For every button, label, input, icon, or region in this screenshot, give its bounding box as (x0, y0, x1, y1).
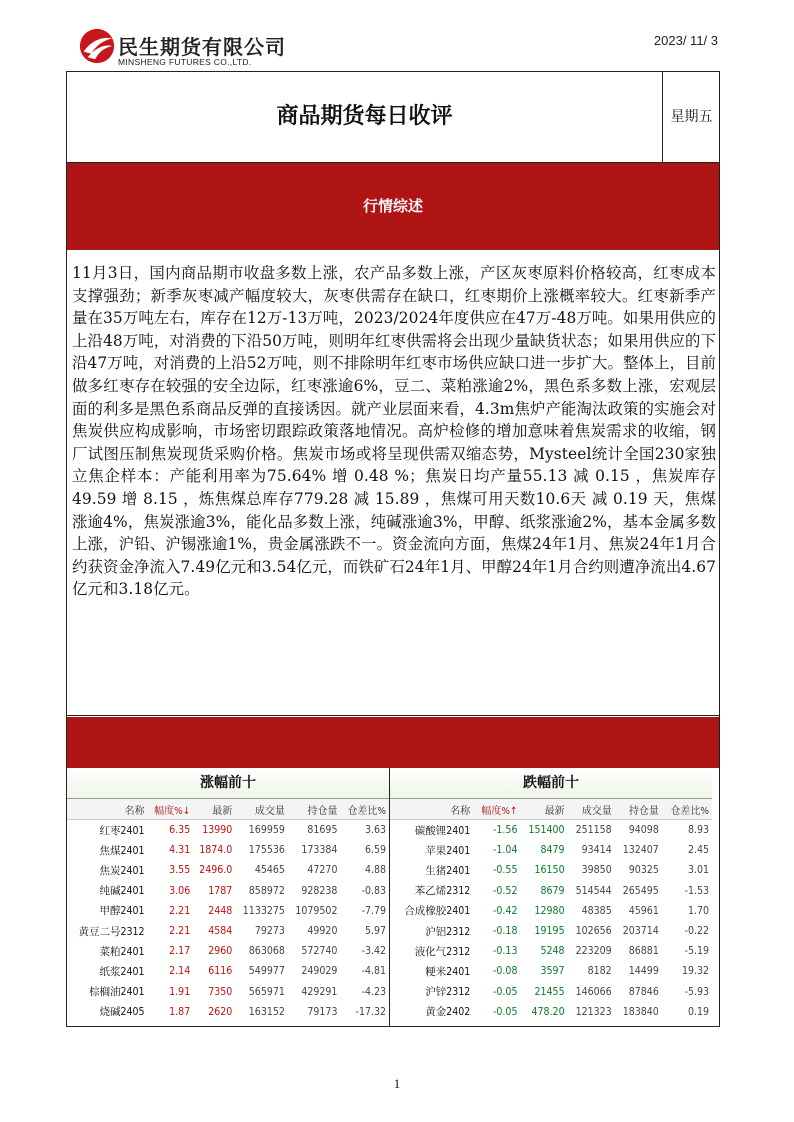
table-cell: 429291 (301, 985, 338, 998)
table-cell: 478.20 (531, 1005, 565, 1018)
table-cell: 49920 (307, 925, 338, 938)
column-header[interactable]: 成交量 (568, 799, 615, 820)
table-cell: 2.45 (687, 844, 709, 857)
table-row[interactable] (390, 941, 712, 961)
table-cell: 14499 (628, 965, 659, 978)
table-row[interactable] (390, 881, 712, 901)
table-cell: 169959 (248, 824, 285, 837)
table-cell: 6.35 (169, 824, 191, 837)
table-cell: -5.19 (684, 945, 709, 958)
column-header[interactable]: 名称 (67, 799, 148, 820)
table-cell: 3597 (540, 965, 565, 978)
contract-name: 苹果2401 (425, 844, 471, 857)
contract-name: 合成橡胶2401 (404, 905, 471, 918)
table-cell: 146066 (575, 985, 612, 998)
table-cell: 8479 (540, 844, 565, 857)
table-cell: 2.21 (169, 925, 191, 938)
table-cell: 86881 (628, 945, 659, 958)
contract-name: 焦煤2401 (99, 844, 145, 857)
table-cell: -3.42 (361, 945, 386, 958)
table-cell: 3.63 (364, 824, 386, 837)
table-cell: 102656 (575, 925, 612, 938)
table-cell: 183840 (622, 1005, 659, 1018)
table-cell: 12980 (534, 904, 565, 917)
table-row[interactable] (67, 820, 389, 841)
table-cell: 1133275 (242, 904, 285, 917)
table-cell: -4.23 (361, 985, 386, 998)
table-cell: -7.79 (361, 904, 386, 917)
table-row[interactable] (390, 1002, 712, 1022)
gainers-header-row (67, 799, 389, 820)
table-cell: 79273 (254, 925, 285, 938)
contract-name: 纯碱2401 (99, 885, 145, 898)
table-cell: -0.52 (493, 884, 518, 897)
rankings (67, 768, 719, 1026)
table-cell: 45465 (254, 864, 285, 877)
table-row[interactable] (390, 901, 712, 921)
contract-name: 黄金2402 (425, 1006, 471, 1019)
table-cell: 203714 (622, 925, 659, 938)
table-cell: -0.22 (684, 925, 709, 938)
table-cell: 251158 (575, 824, 612, 837)
table-cell: 151400 (528, 824, 565, 837)
table-cell: 2620 (208, 1005, 233, 1018)
column-header[interactable]: 仓差比% (662, 799, 712, 820)
gainers-body (67, 820, 389, 1022)
table-cell: 2960 (208, 945, 233, 958)
table-row[interactable] (67, 961, 389, 981)
table-cell: 121323 (575, 1005, 612, 1018)
table-cell: 3.06 (169, 884, 191, 897)
table-cell: -0.08 (493, 965, 518, 978)
table-row[interactable] (390, 961, 712, 981)
column-header[interactable]: 持仓量 (615, 799, 662, 820)
contract-name: 黄豆二号2312 (78, 925, 145, 938)
contract-name: 烧碱2405 (99, 1006, 145, 1019)
table-cell: 13990 (202, 824, 233, 837)
table-cell: 16150 (534, 864, 565, 877)
column-header[interactable]: 最新 (193, 799, 235, 820)
table-cell: 1079502 (295, 904, 338, 917)
table-cell: 45961 (628, 904, 659, 917)
logo-english-name: MINSHENG FUTURES CO.,LTD. (118, 57, 252, 67)
report-title: 商品期货每日收评 (276, 104, 453, 129)
contract-name: 棕榈油2401 (89, 986, 145, 999)
table-row[interactable] (67, 881, 389, 901)
table-cell: 1.87 (169, 1005, 191, 1018)
logo-chinese-name: 民生期货有限公司 (118, 35, 286, 59)
table-row[interactable] (67, 901, 389, 921)
table-cell: -4.81 (361, 965, 386, 978)
table-cell: 565971 (248, 985, 285, 998)
table-cell: 858972 (248, 884, 285, 897)
market-summary: 11月3日，国内商品期市收盘多数上涨，农产品多数上涨，产区灰枣原料价格较高，红枣成本支撑强劲；新季灰枣减产幅度较大，灰枣供需存在缺口，红枣期价上涨概率较大。红枣新季产量在35万吨左右，库存在12万-13万吨，2023/2024年度供应在47万-48万吨。如果用供应的上沿48万吨，对消费的下沿50万吨，则明年红枣供需将会出现少量缺货状态；如果用供应的下沿47万吨，对消费的上沿52万吨，则不排除明年红枣市场供应缺口进一步扩大。整体上，目前做多红枣存在较强的安全边际，红枣涨逾6%，豆二、菜粕涨逾2%，黑色系多数上涨，宏观层面的利多是黑色系商品反弹的直接诱因。就产业层面来看，4.3m焦炉产能淘汰政策的实施会对焦炭供应构成影响，市场密切跟踪政策落地情况。高炉检修的增加意味着焦炭需求的收缩，钢厂试图压制焦炭现货采购价格。焦炭市场或将呈现供需双缩态势，Mysteel统计全国230家独立焦企样本：产能利用率为75.64% 增 0.48 %；焦炭日均产量55.13 减 0.15 ，焦炭库存49.59 增 8.15 ，炼焦煤总库存779.28 减 15.89 ，焦煤可用天数10.6天 减 0.19 天，焦煤涨逾4%，焦炭涨逾3%，能化品多数上涨，纯碱涨逾3%，甲醇、纸浆涨逾2%，基本金属多数上涨，沪铅、沪锡涨逾1%，贵金属涨跌不一。资金流向方面，焦煤24年1月、焦炭24年1月合约获资金净流入7.49亿元和3.54亿元，而铁矿石24年1月、甲醇24年1月合约则遭净流出4.67亿元和3.18亿元。 (72, 264, 716, 599)
losers-header-row (390, 799, 712, 820)
table-cell: 132407 (622, 844, 659, 857)
section-banner (67, 163, 719, 250)
table-row[interactable] (390, 840, 712, 860)
table-cell: 173384 (301, 844, 338, 857)
table-cell: 87846 (628, 985, 659, 998)
table-cell: -1.56 (493, 824, 518, 837)
table-cell: -1.53 (684, 884, 709, 897)
losers-table (390, 768, 712, 1026)
contract-name: 碳酸锂2401 (414, 824, 471, 837)
table-cell: 47270 (307, 864, 338, 877)
losers-body (390, 820, 712, 1022)
table-cell: 8.93 (687, 824, 709, 837)
table-cell: 1874.0 (199, 844, 233, 857)
contract-name: 沪锌2312 (425, 986, 471, 999)
table-cell: -0.05 (493, 985, 518, 998)
table-row[interactable] (67, 860, 389, 880)
contract-name: 液化气2312 (414, 945, 471, 958)
table-row[interactable] (67, 982, 389, 1002)
column-header[interactable]: 幅度%↓ (148, 799, 194, 820)
table-cell: 8679 (540, 884, 565, 897)
table-cell: 549977 (248, 965, 285, 978)
divider (67, 715, 719, 716)
table-row[interactable] (67, 1002, 389, 1022)
column-header[interactable]: 持仓量 (288, 799, 341, 820)
table-cell: 1.91 (169, 985, 191, 998)
table-cell: 2448 (208, 904, 233, 917)
contract-name: 焦炭2401 (99, 864, 145, 877)
section-title: 行情综述 (362, 197, 423, 215)
column-header[interactable]: 仓差比% (340, 799, 389, 820)
column-header[interactable]: 成交量 (235, 799, 288, 820)
weekday-cell: 星期五 (662, 72, 720, 162)
table-cell: 19195 (534, 925, 565, 938)
table-cell: 90325 (628, 864, 659, 877)
company-logo (78, 27, 318, 71)
table-cell: -0.42 (493, 904, 518, 917)
table-cell: 93414 (581, 844, 612, 857)
table-cell: 21455 (534, 985, 565, 998)
contract-name: 菜粕2401 (99, 945, 145, 958)
table-cell: 4.88 (364, 864, 386, 877)
table-cell: 3.01 (687, 864, 709, 877)
table-cell: 8182 (587, 965, 612, 978)
table-cell: -1.04 (493, 844, 518, 857)
table-cell: 514544 (575, 884, 612, 897)
minsheng-logo-icon (78, 27, 116, 65)
table-cell: 79173 (307, 1005, 338, 1018)
title-row (67, 72, 719, 163)
gainers-table (67, 768, 390, 1026)
contract-name: 纸浆2401 (99, 965, 145, 978)
gainers-title: 涨幅前十 (67, 768, 389, 799)
table-cell: 1.70 (687, 904, 709, 917)
table-cell: 572740 (301, 945, 338, 958)
table-cell: 6116 (208, 965, 233, 978)
table-cell: 5.97 (364, 925, 386, 938)
table-cell: 5248 (540, 945, 565, 958)
table-cell: 928238 (301, 884, 338, 897)
table-cell: 94098 (628, 824, 659, 837)
contract-name: 苯乙烯2312 (414, 885, 471, 898)
table-cell: 163152 (248, 1005, 285, 1018)
contract-name: 生猪2401 (425, 864, 471, 877)
table-cell: 863068 (248, 945, 285, 958)
table-cell: 2.21 (169, 904, 191, 917)
table-cell: 2496.0 (199, 864, 233, 877)
table-cell: 3.55 (169, 864, 191, 877)
table-cell: 19.32 (681, 965, 709, 978)
table-cell: 0.19 (687, 1005, 709, 1018)
red-banner (67, 717, 719, 768)
table-cell: 2.14 (169, 965, 191, 978)
table-cell: -0.18 (493, 925, 518, 938)
table-row[interactable] (390, 860, 712, 880)
table-cell: 2.17 (169, 945, 191, 958)
table-cell: 48385 (581, 904, 612, 917)
table-cell: 249029 (301, 965, 338, 978)
table-cell: 6.59 (364, 844, 386, 857)
table-cell: 175536 (248, 844, 285, 857)
report-date: 2023/ 11/ 3 (653, 33, 718, 48)
table-row[interactable] (390, 921, 712, 941)
table-cell: -17.32 (355, 1005, 386, 1018)
table-cell: -0.05 (493, 1005, 518, 1018)
column-header[interactable]: 名称 (390, 799, 473, 820)
table-row[interactable] (390, 820, 712, 841)
table-cell: 4.31 (169, 844, 191, 857)
table-cell: 223209 (575, 945, 612, 958)
losers-title: 跌幅前十 (390, 768, 712, 799)
contract-name: 沪铝2312 (425, 925, 471, 938)
table-cell: 7350 (208, 985, 233, 998)
contract-name: 粳米2401 (425, 965, 471, 978)
table-cell: 39850 (581, 864, 612, 877)
table-cell: 4584 (208, 925, 233, 938)
table-cell: -5.93 (684, 985, 709, 998)
contract-name: 甲醇2401 (99, 905, 145, 918)
column-header[interactable]: 最新 (520, 799, 567, 820)
table-row[interactable] (67, 921, 389, 941)
table-cell: -0.55 (493, 864, 518, 877)
table-cell: -0.83 (361, 884, 386, 897)
table-row[interactable] (67, 941, 389, 961)
table-cell: 81695 (307, 824, 338, 837)
table-row[interactable] (390, 982, 712, 1002)
page-number: 1 (393, 1076, 401, 1091)
column-header[interactable]: 幅度%↑ (473, 799, 520, 820)
report-frame (66, 71, 720, 1027)
table-cell: -0.13 (493, 945, 518, 958)
table-cell: 265495 (622, 884, 659, 897)
table-cell: 1787 (208, 884, 233, 897)
contract-name: 红枣2401 (99, 824, 145, 837)
table-row[interactable] (67, 840, 389, 860)
